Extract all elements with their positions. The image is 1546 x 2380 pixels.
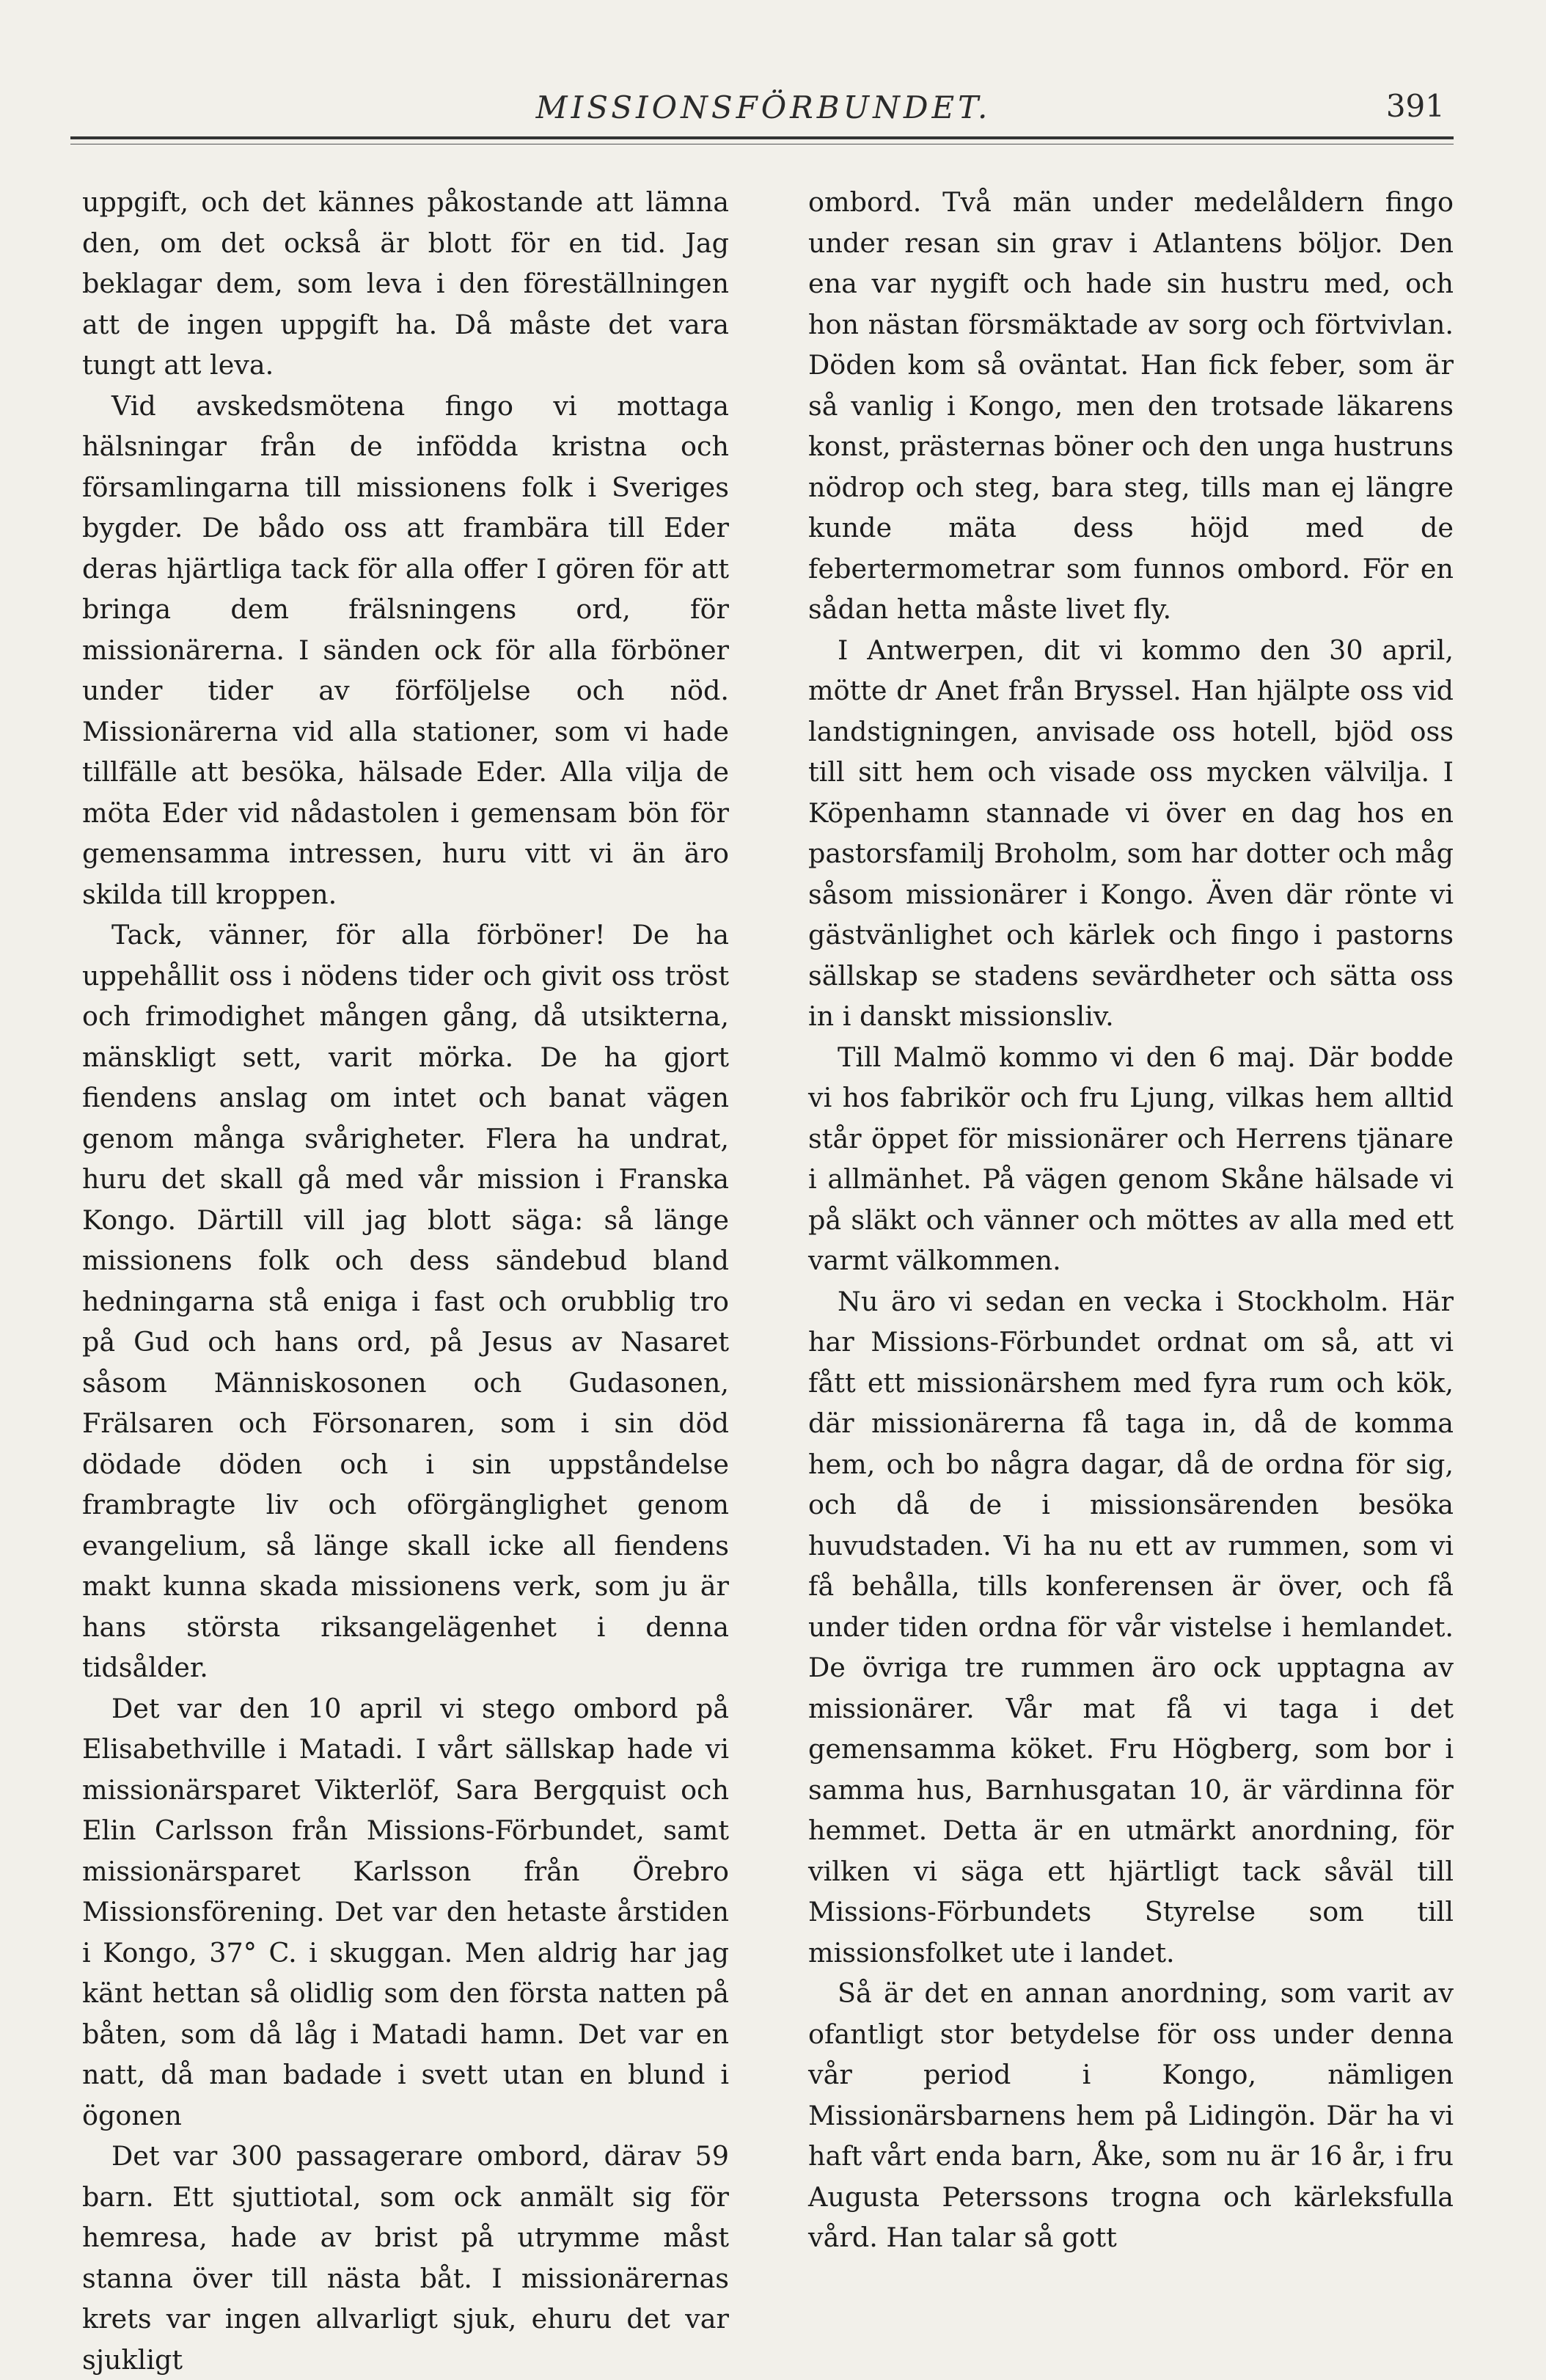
paragraph: uppgift, och det kännes påkostande att lämna den, om det också är blott för en tid. Jag beklagar dem, som leva i den föreställningen att de ingen uppgift ha. Då måste det vara tungt att leva. (82, 186, 729, 381)
page-header (70, 87, 1457, 132)
page-number: 391 (1385, 88, 1445, 124)
left-column (82, 182, 729, 2380)
right-column (808, 182, 1454, 2258)
header-rule-thick (70, 136, 1454, 139)
paragraph: Så är det en annan anordning, som varit av ofantligt stor betydelse för oss under denna vår period i Kongo, nämligen Missionärsbarnens hem på Lidingön. Där ha vi haft vårt enda barn, Åke, som nu är 16 år, i fru Augusta Peterssons trogna och kärleksfulla vård. Han talar så gott (808, 1977, 1454, 2253)
paragraph: Vid avskedsmötena fingo vi mottaga hälsningar från de infödda kristna och församlingarna till missionens folk i Sveriges bygder. De bådo oss att frambära till Eder deras hjärtliga tack för alla offer I gören för att bringa dem frälsningens ord, för missionärerna. I sänden ock för alla förböner under tider av förföljelse och nöd. Missionärerna vid alla stationer, som vi hade tillfälle att besöka, hälsade Eder. Alla vilja de möta Eder vid nådastolen i gemensam bön för gemensamma intressen, huru vitt vi än äro skilda till kroppen. (82, 389, 729, 910)
paragraph: Det var 300 passagerare ombord, därav 59 barn. Ett sjuttiotal, som ock anmält sig för hemresa, hade av brist på utrymme måst stanna över till nästa båt. I missionärernas krets var ingen allvarligt sjuk, ehuru det var sjukligt (82, 2140, 729, 2376)
paragraph: I Antwerpen, dit vi kommo den 30 april, mötte dr Anet från Bryssel. Han hjälpte oss vid landstigningen, anvisade oss hotell, bjöd oss till sitt hem och visade oss mycken välvilja. I Köpenhamn stannade vi över en dag hos en pastorsfamilj Broholm, som har dotter och måg såsom missionärer i Kongo. Även där rönte vi gästvänlighet och kärlek och fingo i pastorns sällskap se stadens sevärdheter och sätta oss in i danskt missionsliv. (808, 634, 1454, 1032)
paragraph: Till Malmö kommo vi den 6 maj. Där bodde vi hos fabrikör och fru Ljung, vilkas hem alltid står öppet för missionärer och Herrens tjänare i allmänhet. På vägen genom Skåne hälsade vi på släkt och vänner och möttes av alla med ett varmt välkommen. (808, 1041, 1454, 1276)
paragraph: Tack, vänner, för alla förböner! De ha uppehållit oss i nödens tider och givit oss tröst och frimodighet mången gång, då utsikterna, mänskligt sett, varit mörka. De ha gjort fiendens anslag om intet och banat vägen genom många svårigheter. Flera ha undrat, huru det skall gå med vår mission i Franska Kongo. Därtill vill jag blott säga: så länge missionens folk och dess sändebud bland hedningarna stå eniga i fast och orubblig tro på Gud och hans ord, på Jesus av Nasaret såsom Människosonen och Gudasonen, Frälsaren och Försonaren, som i sin död dödade döden och i sin uppståndelse frambragte liv och oförgänglighet genom evangelium, så länge skall icke all fiendens makt kunna skada missionens verk, som ju är hans största riksangelägenhet i denna tidsålder. (82, 919, 729, 1683)
journal-title: MISSIONSFÖRBUNDET. (535, 89, 992, 125)
paragraph: Nu äro vi sedan en vecka i Stockholm. Här har Missions-Förbundet ordnat om så, att vi fått ett missionärshem med fyra rum och kök, där missionärerna få taga in, då de komma hem, och bo några dagar, då de ordna för sig, och då de i missionsärenden besöka huvudstaden. Vi ha nu ett av rummen, som vi få behålla, tills konferensen är över, och få under tiden ordna för vår vistelse i hemlandet. De övriga tre rummen äro ock upptagna av missionärer. Vår mat få vi taga i det gemensamma köket. Fru Högberg, som bor i samma hus, Barnhusgatan 10, är värdinna för hemmet. Detta är en utmärkt anordning, för vilken vi säga ett hjärtligt tack såväl till Missions-Förbundets Styrelse som till missionsfolket ute i landet. (808, 1285, 1454, 1969)
paragraph: Det var den 10 april vi stego ombord på Elisabethville i Matadi. I vårt sällskap hade vi missionärsparet Vikterlöf, Sara Bergquist och Elin Carlsson från Missions-Förbundet, samt missionärsparet Karlsson från Örebro Missionsförening. Det var den hetaste årstiden i Kongo, 37° C. i skuggan. Men aldrig har jag känt hettan så olidlig som den första natten på båten, som då låg i Matadi hamn. Det var en natt, då man badade i svett utan en blund i ögonen (82, 1692, 729, 2131)
paragraph: ombord. Två män under medelåldern fingo under resan sin grav i Atlantens böljor. Den ena var nygift och hade sin hustru med, och hon nästan försmäktade av sorg och förtvivlan. Döden kom så oväntat. Han fick feber, som är så vanlig i Kongo, men den trotsade läkarens konst, prästernas böner och den unga hustruns nödrop och steg, bara steg, tills man ej längre kunde mäta dess höjd med de febertermometrar som funnos ombord. För en sådan hetta måste livet fly. (808, 186, 1454, 625)
